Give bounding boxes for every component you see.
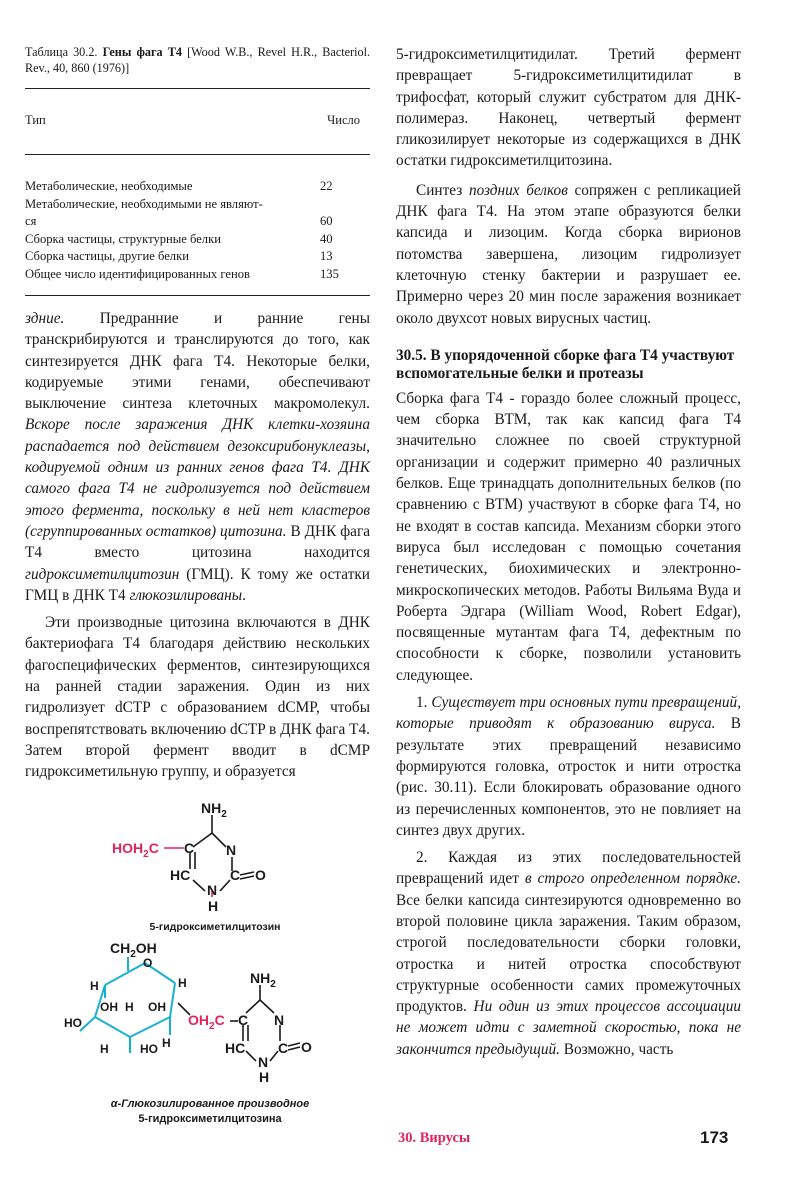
table-col-count: Число: [327, 113, 360, 127]
text-run: (ГМЦ). К тому же остатки ГМЦ в ДНК Т4: [25, 565, 370, 604]
chem-caption-1: 5-гидроксиметилцитозин: [149, 921, 281, 933]
text-run: Возможно, часть: [559, 1040, 674, 1058]
table-row: [25, 178, 370, 196]
table-row: [25, 231, 370, 249]
glc-o: O: [301, 1039, 312, 1055]
table-body: [25, 155, 370, 296]
table-cell-count: 13: [320, 249, 333, 263]
glc-h3: H: [125, 1000, 134, 1014]
text-run: 2. Каждая из этих последовательностей превращений идет: [396, 849, 741, 888]
table-caption-prefix: Таблица 30.2.: [25, 45, 98, 59]
left-column: [25, 44, 370, 783]
right-paragraph-3: Сборка фага Т4 - гораздо более сложный процесс, чем сборка ВТМ, так как капсид фага Т4 значительно сложнее по своей структурной организации и содержит примерно 40 различных белков. Еще тринадцать дополнительных белков (по сравнению с ВТМ) участвуют в сборке фага Т4, но не входят в состав капсида. Механизм сборки этого вируса был исследован с помощью сочетания генетических, биохимических и электронно-микроскопических методов. Работы Вильяма Вуда и Роберта Эдгара (William Wood, Robert Edgar), посвященные мутантам фага Т4, дефектным по способности к сборке, позволили установить следующее.: [396, 389, 741, 684]
text-run: В ДНК фага Т4 вместо цитозина находится: [25, 522, 371, 562]
left-paragraph-1: [25, 308, 370, 606]
hmc-hoh2c: $HOH_2C$: [112, 840, 159, 860]
table-caption-ref: [Wood W.B., Revel H.R., Bacteriol. Rev., 40, 860 (1976)]: [25, 45, 371, 75]
table-cell-name: Сборка частицы, другие белки: [25, 249, 189, 263]
right-paragraph-4: [396, 692, 741, 841]
left-paragraph-2: Эти производные цитозина включаются в ДНК бактериофага Т4 благодаря действию нескольких фагоспецифических ферментов, синтезирующихся на ранней стадии заражения. Один из них гидролизует dCTP с образованием dCMP, чтобы воспрепятствовать включению dCTP в ДНК фага Т4. Затем второй фермент вводит в dCMP гидроксиметильную группу, и образуется: [25, 614, 370, 781]
glc-ch2oh: $CH_2OH$: [110, 940, 157, 960]
text-italic: Ни один из этих процессов ассоциации не может идти с заметной скоростью, пока не закончится предыдущий.: [396, 998, 741, 1058]
glc-ho1: HO: [140, 1042, 158, 1056]
right-paragraph-1: 5-гидроксиметилцитидилат. Третий фермент превращает 5-гидроксиметилцитидилат в трифосфат, который служит субстратом для ДНК-полимераз. Наконец, четвертый фермент гликозилирует некоторые из содержащихся в ДНК остатки гидроксиметилцитозина.: [396, 46, 741, 170]
table-cell-count: 60: [320, 214, 333, 228]
text-italic: Существует три основных пути превращений, которые приводят к образованию вируса.: [396, 694, 742, 733]
text-run: Предранние и ранние гены транскрибируются и транслируются до того, как синтезируется ДНК фага Т4. Некоторые белки, кодируемые этими генами, обеспечивают выключение синтеза клеточных макромолекул.: [25, 310, 370, 413]
glc-ho3: HO: [64, 1016, 82, 1030]
hmc-h: H: [208, 898, 219, 914]
hmc-o: O: [255, 867, 266, 883]
table-cell-count: 135: [320, 266, 339, 281]
table-caption-title: Гены фага Т4: [102, 45, 182, 59]
chemical-structures-figure: [60, 785, 370, 1130]
table-cell-count: 22: [320, 179, 333, 193]
text-run: Синтез: [416, 181, 469, 199]
table-cell-name: Сборка частицы, структурные белки: [25, 231, 221, 246]
glc-n1: N: [258, 1054, 269, 1070]
table-cell-count: [320, 196, 370, 214]
glc-h1: H: [90, 979, 99, 993]
table-row: [25, 196, 370, 214]
running-footer-section: 30. Вирусы: [398, 1130, 471, 1146]
text-italic: в строго определенном порядке.: [524, 870, 741, 888]
glc-h5: H: [162, 1036, 171, 1050]
page-number: 173: [700, 1128, 729, 1147]
glc-h2: H: [178, 976, 187, 990]
glc-c5: C: [238, 1012, 249, 1028]
table-cell-name: Общее число идентифицированных генов: [25, 266, 250, 281]
table-col-type: Тип: [25, 113, 46, 127]
glc-c6: HC: [225, 1040, 246, 1056]
glc-c2: C: [278, 1040, 289, 1056]
chem-structures-svg: [60, 785, 370, 1130]
glc-ring-o: O: [143, 956, 153, 970]
text-italic: Вскоре после заражения ДНК клетки-хозяина распадается под действием дезоксирибонуклеазы, кодируемой одним из ранних генов фага Т4. ДНК самого фага Т4 не гидролизуется под действием этого фермента, поскольку в ней нет кластеров (сгруппированных остатков) цитозина.: [25, 416, 370, 540]
hmc-c6: HC: [170, 867, 191, 883]
table-cell-name: Метаболические, необходимые: [25, 179, 193, 193]
hmc-n1: N: [207, 882, 218, 898]
section-heading: 30.5. В упорядоченной сборке фага Т4 участвуют вспомогательные белки и протеазы: [396, 346, 735, 383]
table-cell-count: 40: [320, 231, 333, 246]
glc-oh2: OH: [148, 1000, 166, 1014]
glc-oh4: OH: [100, 1000, 118, 1014]
text-run: 1.: [416, 694, 432, 712]
text-italic: поздних белков: [468, 181, 568, 199]
chem-caption-2a: α-Глюкозилированное производное: [110, 1098, 310, 1110]
right-column: [396, 44, 741, 1060]
glc-h4: H: [100, 1042, 109, 1056]
hmc-n3: N: [226, 842, 237, 858]
chem-caption-2b: 5-гидроксиметилцитозина: [138, 1113, 282, 1125]
table-cell-name: ся: [25, 214, 37, 228]
text-run: сопряжен с репликацией ДНК фага Т4. На этом этапе образуются белки капсида и лизоцим. Когда сборка вирионов потомства завершена, лизоцим гидролизует клеточную стенку бактерии и разрушает ее. Примерно через 20 мин после заражения возникает около двухсот новых вирусных частиц.: [396, 181, 741, 327]
table-row: [25, 266, 370, 284]
text-run: .: [242, 586, 246, 604]
right-paragraph-2: [396, 180, 741, 329]
text-italic: здние.: [25, 310, 65, 327]
hmc-c5: C: [184, 840, 195, 856]
table-row: [25, 213, 370, 231]
hmc-c2: C: [230, 867, 241, 883]
table-row: [25, 248, 370, 266]
hmc-nh2: $NH_2$: [201, 800, 227, 820]
text-run: В результате этих превращений независимо формируются головка, отросток и нити отростка (рис. 30.11). Если блокировать образование одного из перечисленных компонентов, это не повлияет на синтез двух других.: [396, 715, 742, 839]
table-cell-name: Метаболические, необходимыми не являют-: [25, 196, 263, 211]
glc-nh2: $NH_2$: [250, 970, 276, 990]
table-caption: [25, 44, 370, 76]
glc-oh2c: $OH_2C$: [188, 1012, 225, 1032]
glc-n3: N: [274, 1012, 285, 1028]
text-italic: гидроксиметилцитозин: [25, 565, 180, 583]
text-run: Все белки капсида синтезируются одновременно во второй половине цикла заражения. Таким образом, строгой последовательности сборки головки, отростка и нитей отростка способствуют структурные особенности самих промежуточных продуктов.: [396, 891, 741, 1016]
glc-h-n1: H: [259, 1069, 270, 1085]
table-header: [25, 89, 370, 155]
text-italic: глюкозилированы: [129, 586, 243, 604]
right-paragraph-5: [396, 847, 741, 1060]
